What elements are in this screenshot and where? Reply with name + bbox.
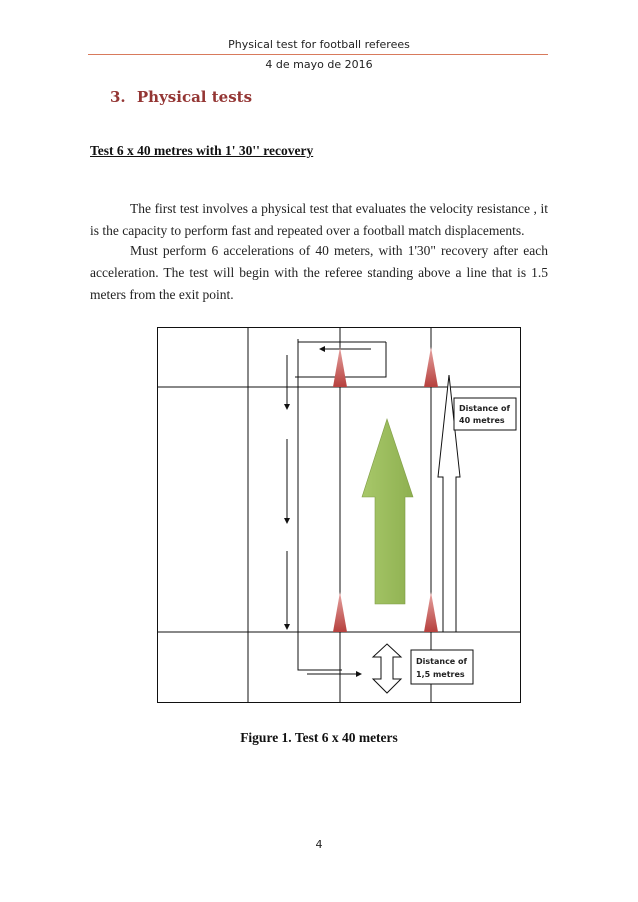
section-heading — [110, 88, 252, 106]
paragraph-2 — [90, 240, 548, 306]
label-1-5m-line1: Distance of — [416, 657, 467, 666]
label-distance-1-5m — [411, 650, 473, 684]
label-distance-40m — [454, 398, 516, 430]
cone-top-left — [333, 347, 347, 387]
test-subheading: Test 6 x 40 metres with 1' 30'' recovery — [90, 143, 314, 158]
figure-caption: Figure 1. Test 6 x 40 meters — [240, 730, 398, 745]
label-40m-line1: Distance of — [459, 404, 510, 413]
cone-bottom-right — [424, 592, 438, 632]
header-rule — [88, 54, 548, 55]
label-1-5m-line2: 1,5 metres — [416, 670, 465, 679]
test-field-diagram — [157, 327, 521, 703]
cone-bottom-left — [333, 592, 347, 632]
label-40m-line2: 40 metres — [459, 416, 505, 425]
running-header-date: 4 de mayo de 2016 — [265, 58, 373, 71]
paragraph-1 — [90, 198, 548, 242]
section-number: 3. — [110, 88, 126, 106]
paragraph-1-text: The first test involves a physical test that evaluates the velocity resistance , it is the capacity to perform fast and repeated over a football match displacements. — [90, 201, 548, 238]
paragraph-2-text: Must perform 6 accelerations of 40 meters, with 1'30" recovery after each acceleration. The test will begin with the referee standing above a line that is 1.5 meters from the exit point. — [90, 243, 548, 302]
section-title: Physical tests — [136, 88, 253, 106]
distance-1-5m-arrow — [373, 644, 401, 693]
page-number: 4 — [315, 838, 323, 851]
sprint-arrow-green — [362, 419, 413, 604]
cone-top-right — [424, 347, 438, 387]
running-header-title: Physical test for football referees — [228, 38, 410, 51]
